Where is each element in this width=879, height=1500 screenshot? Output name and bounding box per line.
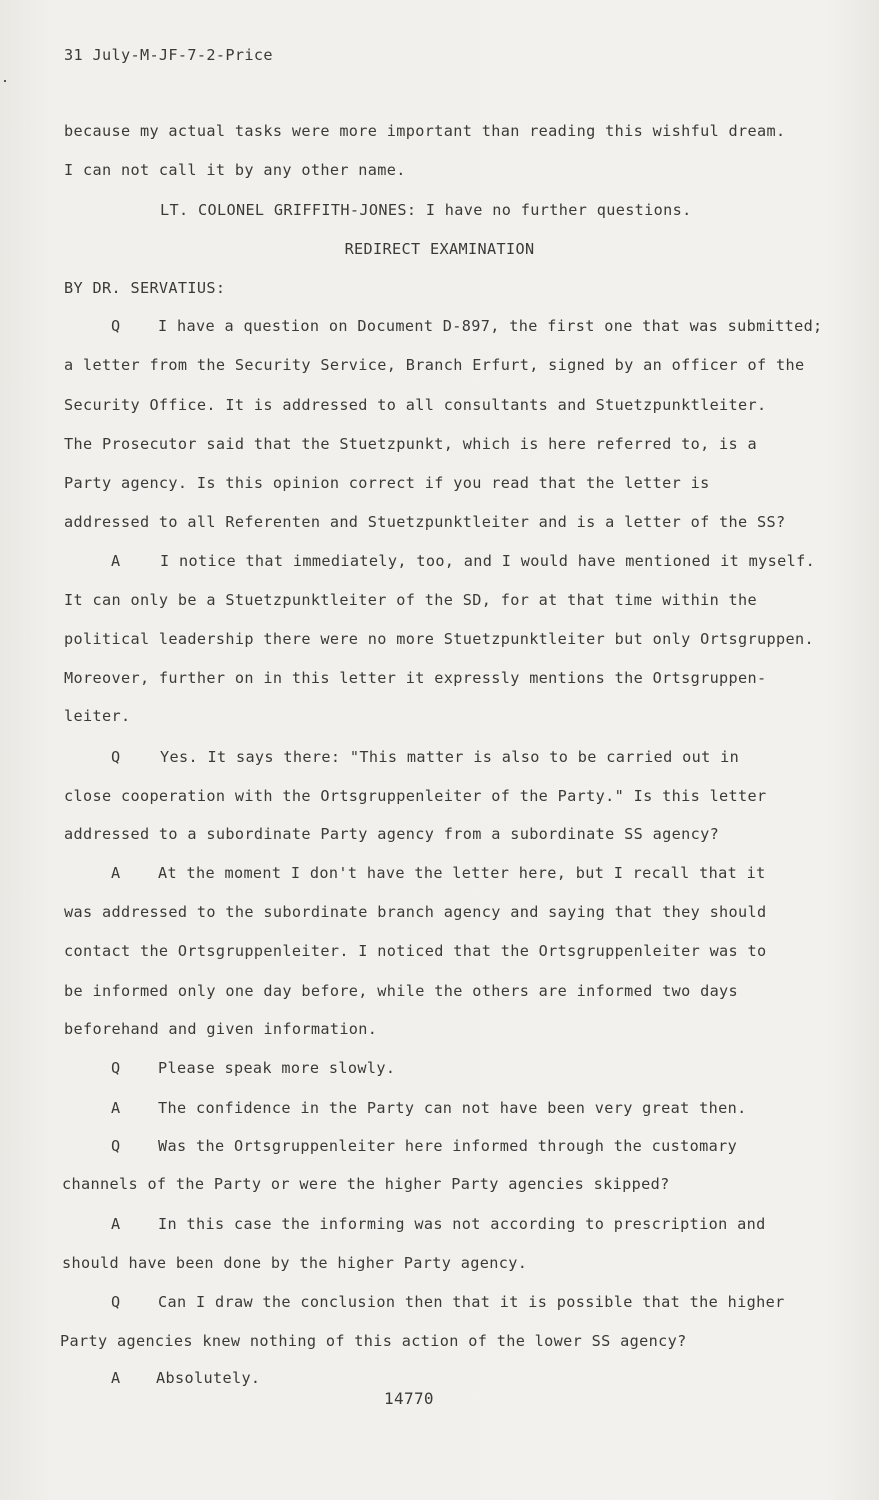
speaker-label: Q (111, 1293, 121, 1311)
text-line: I notice that immediately, too, and I would have mentioned it myself. (160, 552, 816, 570)
margin-mark (4, 80, 6, 82)
text-line: because my actual tasks were more important than reading this wishful dream. (64, 122, 786, 140)
statement-line: LT. COLONEL GRIFFITH-JONES: I have no further questions. (160, 201, 692, 219)
text-line: At the moment I don't have the letter here, but I recall that it (158, 864, 766, 882)
speaker-label: Q (111, 1137, 121, 1155)
text-line: Party agencies knew nothing of this action of the lower SS agency? (60, 1332, 687, 1350)
text-line: a letter from the Security Service, Branch Erfurt, signed by an officer of the (64, 356, 805, 374)
speaker-label: A (111, 1099, 121, 1117)
text-line: close cooperation with the Ortsgruppenleiter of the Party." Is this letter (64, 787, 767, 805)
speaker-label: A (111, 864, 121, 882)
text-line: I can not call it by any other name. (64, 161, 406, 179)
speaker-label: A (111, 1369, 121, 1387)
speaker-label: Q (111, 317, 121, 335)
text-line: political leadership there were no more Stuetzpunktleiter but only Ortsgruppen. (64, 630, 814, 648)
text-line: leiter. (64, 707, 131, 725)
text-line: was addressed to the subordinate branch agency and saying that they should (64, 903, 767, 921)
text-line: be informed only one day before, while the others are informed two days (64, 982, 739, 1000)
text-line: It can only be a Stuetzpunktleiter of the SD, for at that time within the (64, 591, 758, 609)
text-line: Was the Ortsgruppenleiter here informed through the customary (158, 1137, 738, 1155)
text-line: In this case the informing was not according to prescription and (158, 1215, 766, 1233)
text-line: The confidence in the Party can not have been very great then. (158, 1099, 747, 1117)
text-line: addressed to all Referenten and Stuetzpunktleiter and is a letter of the SS? (64, 513, 786, 531)
text-line: Can I draw the conclusion then that it is possible that the higher (158, 1293, 785, 1311)
text-line: should have been done by the higher Party agency. (62, 1254, 528, 1272)
text-line: beforehand and given information. (64, 1020, 378, 1038)
page-number: 14770 (384, 1389, 434, 1408)
text-line: Absolutely. (156, 1369, 261, 1387)
speaker-label: Q (111, 1059, 121, 1077)
page-header: 31 July-M-JF-7-2-Price (64, 46, 273, 64)
text-line: contact the Ortsgruppenleiter. I noticed that the Ortsgruppenleiter was to (64, 942, 767, 960)
text-line: Moreover, further on in this letter it expressly mentions the Ortsgruppen- (64, 669, 767, 687)
text-line: I have a question on Document D-897, the first one that was submitted; (158, 317, 823, 335)
text-line: channels of the Party or were the higher Party agencies skipped? (62, 1175, 670, 1193)
text-line: Yes. It says there: "This matter is also to be carried out in (160, 748, 740, 766)
text-line: Please speak more slowly. (158, 1059, 396, 1077)
text-line: Party agency. Is this opinion correct if you read that the letter is (64, 474, 710, 492)
text-line: The Prosecutor said that the Stuetzpunkt, which is here referred to, is a (64, 435, 758, 453)
examiner-line: BY DR. SERVATIUS: (64, 279, 226, 297)
speaker-label: Q (111, 748, 121, 766)
section-title: REDIRECT EXAMINATION (344, 240, 535, 258)
speaker-label: A (111, 552, 121, 570)
text-line: addressed to a subordinate Party agency from a subordinate SS agency? (64, 825, 720, 843)
speaker-label: A (111, 1215, 121, 1233)
text-line: Security Office. It is addressed to all consultants and Stuetzpunktleiter. (64, 396, 767, 414)
